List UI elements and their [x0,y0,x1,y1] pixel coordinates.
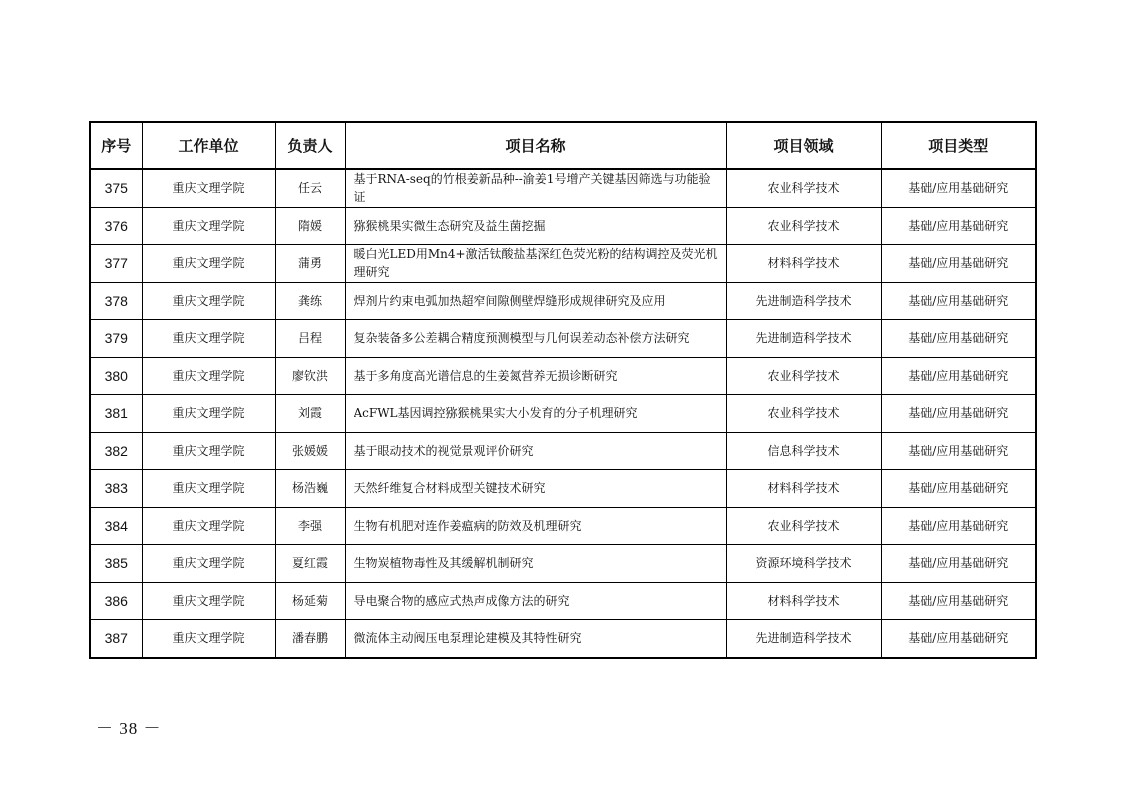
cell-project-name [345,620,726,658]
table-row [90,282,1036,320]
cell-leader: 夏红霞 [275,545,345,583]
cell-seq: 380 [90,357,142,395]
table-row [90,207,1036,245]
header-unit: 工作单位 [142,122,275,169]
cell-type: 基础/应用基础研究 [881,169,1036,207]
cell-field: 农业科学技术 [726,395,881,433]
project-name-text: 焊剂片约束电弧加热超窄间隙侧壁焊缝形成规律研究及应用 [353,293,666,308]
table-row [90,320,1036,358]
cell-unit: 重庆文理学院 [142,282,275,320]
cell-leader: 杨浩巍 [275,470,345,508]
cell-unit: 重庆文理学院 [142,545,275,583]
cell-type: 基础/应用基础研究 [881,620,1036,658]
cell-project-name [345,169,726,207]
cell-seq: 386 [90,582,142,620]
table-row [90,432,1036,470]
cell-field: 农业科学技术 [726,169,881,207]
table-row [90,620,1036,658]
project-name-text: 生物有机肥对连作姜瘟病的防效及机理研究 [353,518,582,533]
header-type: 项目类型 [881,122,1036,169]
project-name-text: 生物炭植物毒性及其缓解机制研究 [353,556,534,571]
cell-unit: 重庆文理学院 [142,320,275,358]
cell-unit: 重庆文理学院 [142,470,275,508]
cell-leader: 杨延菊 [275,582,345,620]
cell-seq: 383 [90,470,142,508]
cell-field: 信息科学技术 [726,432,881,470]
cell-unit: 重庆文理学院 [142,582,275,620]
cell-field: 农业科学技术 [726,357,881,395]
cell-project-name [345,545,726,583]
header-leader: 负责人 [275,122,345,169]
cell-project-name [345,320,726,358]
cell-seq: 375 [90,169,142,207]
cell-project-name [345,282,726,320]
cell-leader: 刘霞 [275,395,345,433]
cell-type: 基础/应用基础研究 [881,432,1036,470]
cell-seq: 379 [90,320,142,358]
table-header [90,122,1036,169]
cell-unit: 重庆文理学院 [142,395,275,433]
cell-unit: 重庆文理学院 [142,620,275,658]
cell-project-name [345,395,726,433]
cell-type: 基础/应用基础研究 [881,320,1036,358]
cell-leader: 蒲勇 [275,245,345,283]
cell-seq: 376 [90,207,142,245]
cell-field: 材料科学技术 [726,245,881,283]
cell-type: 基础/应用基础研究 [881,245,1036,283]
cell-field: 先进制造科学技术 [726,320,881,358]
project-name-text: 导电聚合物的感应式热声成像方法的研究 [353,593,570,608]
cell-project-name [345,582,726,620]
cell-seq: 384 [90,507,142,545]
project-name-text: 基于RNA-seq的竹根姜新品种--渝姜1号增产关键基因筛选与功能验证 [353,172,711,205]
cell-unit: 重庆文理学院 [142,507,275,545]
cell-type: 基础/应用基础研究 [881,395,1036,433]
cell-seq: 385 [90,545,142,583]
cell-leader: 隋媛 [275,207,345,245]
table-row [90,470,1036,508]
cell-field: 先进制造科学技术 [726,282,881,320]
header-seq: 序号 [90,122,142,169]
cell-unit: 重庆文理学院 [142,207,275,245]
table-row [90,545,1036,583]
cell-unit: 重庆文理学院 [142,169,275,207]
cell-project-name [345,245,726,283]
project-name-text: 微流体主动阀压电泵理论建模及其特性研究 [353,631,582,646]
cell-unit: 重庆文理学院 [142,357,275,395]
cell-field: 材料科学技术 [726,470,881,508]
cell-leader: 张媛媛 [275,432,345,470]
table-row [90,582,1036,620]
cell-seq: 378 [90,282,142,320]
project-name-text: 复杂装备多公差耦合精度预测模型与几何误差动态补偿方法研究 [353,331,690,346]
header-row [90,122,1036,169]
cell-project-name [345,507,726,545]
cell-leader: 龚练 [275,282,345,320]
cell-leader: 李强 [275,507,345,545]
project-name-text: 暖白光LED用Mn4+激活钛酸盐基深红色荧光粉的结构调控及荧光机理研究 [353,247,718,280]
project-name-text: 猕猴桃果实微生态研究及益生菌挖掘 [353,218,546,233]
project-list-sheet [89,121,1035,659]
cell-project-name [345,357,726,395]
cell-field: 农业科学技术 [726,507,881,545]
cell-leader: 吕程 [275,320,345,358]
header-project-name: 项目名称 [345,122,726,169]
project-name-text: 天然纤维复合材料成型关键技术研究 [353,481,546,496]
cell-type: 基础/应用基础研究 [881,282,1036,320]
project-name-text: 基于多角度高光谱信息的生姜氮营养无损诊断研究 [353,368,618,383]
table-row [90,395,1036,433]
cell-type: 基础/应用基础研究 [881,545,1036,583]
table-row [90,357,1036,395]
cell-type: 基础/应用基础研究 [881,507,1036,545]
cell-project-name [345,470,726,508]
cell-field: 材料科学技术 [726,582,881,620]
cell-type: 基础/应用基础研究 [881,582,1036,620]
cell-unit: 重庆文理学院 [142,245,275,283]
cell-type: 基础/应用基础研究 [881,357,1036,395]
cell-project-name [345,207,726,245]
cell-seq: 387 [90,620,142,658]
project-name-text: 基于眼动技术的视觉景观评价研究 [353,443,534,458]
cell-project-name [345,432,726,470]
cell-seq: 377 [90,245,142,283]
cell-field: 农业科学技术 [726,207,881,245]
page-number: － 38 － [96,719,162,738]
table-row [90,169,1036,207]
cell-leader: 任云 [275,169,345,207]
cell-field: 先进制造科学技术 [726,620,881,658]
cell-leader: 廖钦洪 [275,357,345,395]
table-row [90,507,1036,545]
table-body [90,169,1036,658]
project-table [89,121,1037,659]
cell-seq: 381 [90,395,142,433]
cell-type: 基础/应用基础研究 [881,470,1036,508]
project-name-text: AcFWL基因调控猕猴桃果实大小发育的分子机理研究 [353,406,638,421]
cell-type: 基础/应用基础研究 [881,207,1036,245]
cell-leader: 潘春鹏 [275,620,345,658]
cell-unit: 重庆文理学院 [142,432,275,470]
cell-seq: 382 [90,432,142,470]
table-row [90,245,1036,283]
cell-field: 资源环境科学技术 [726,545,881,583]
header-field: 项目领域 [726,122,881,169]
